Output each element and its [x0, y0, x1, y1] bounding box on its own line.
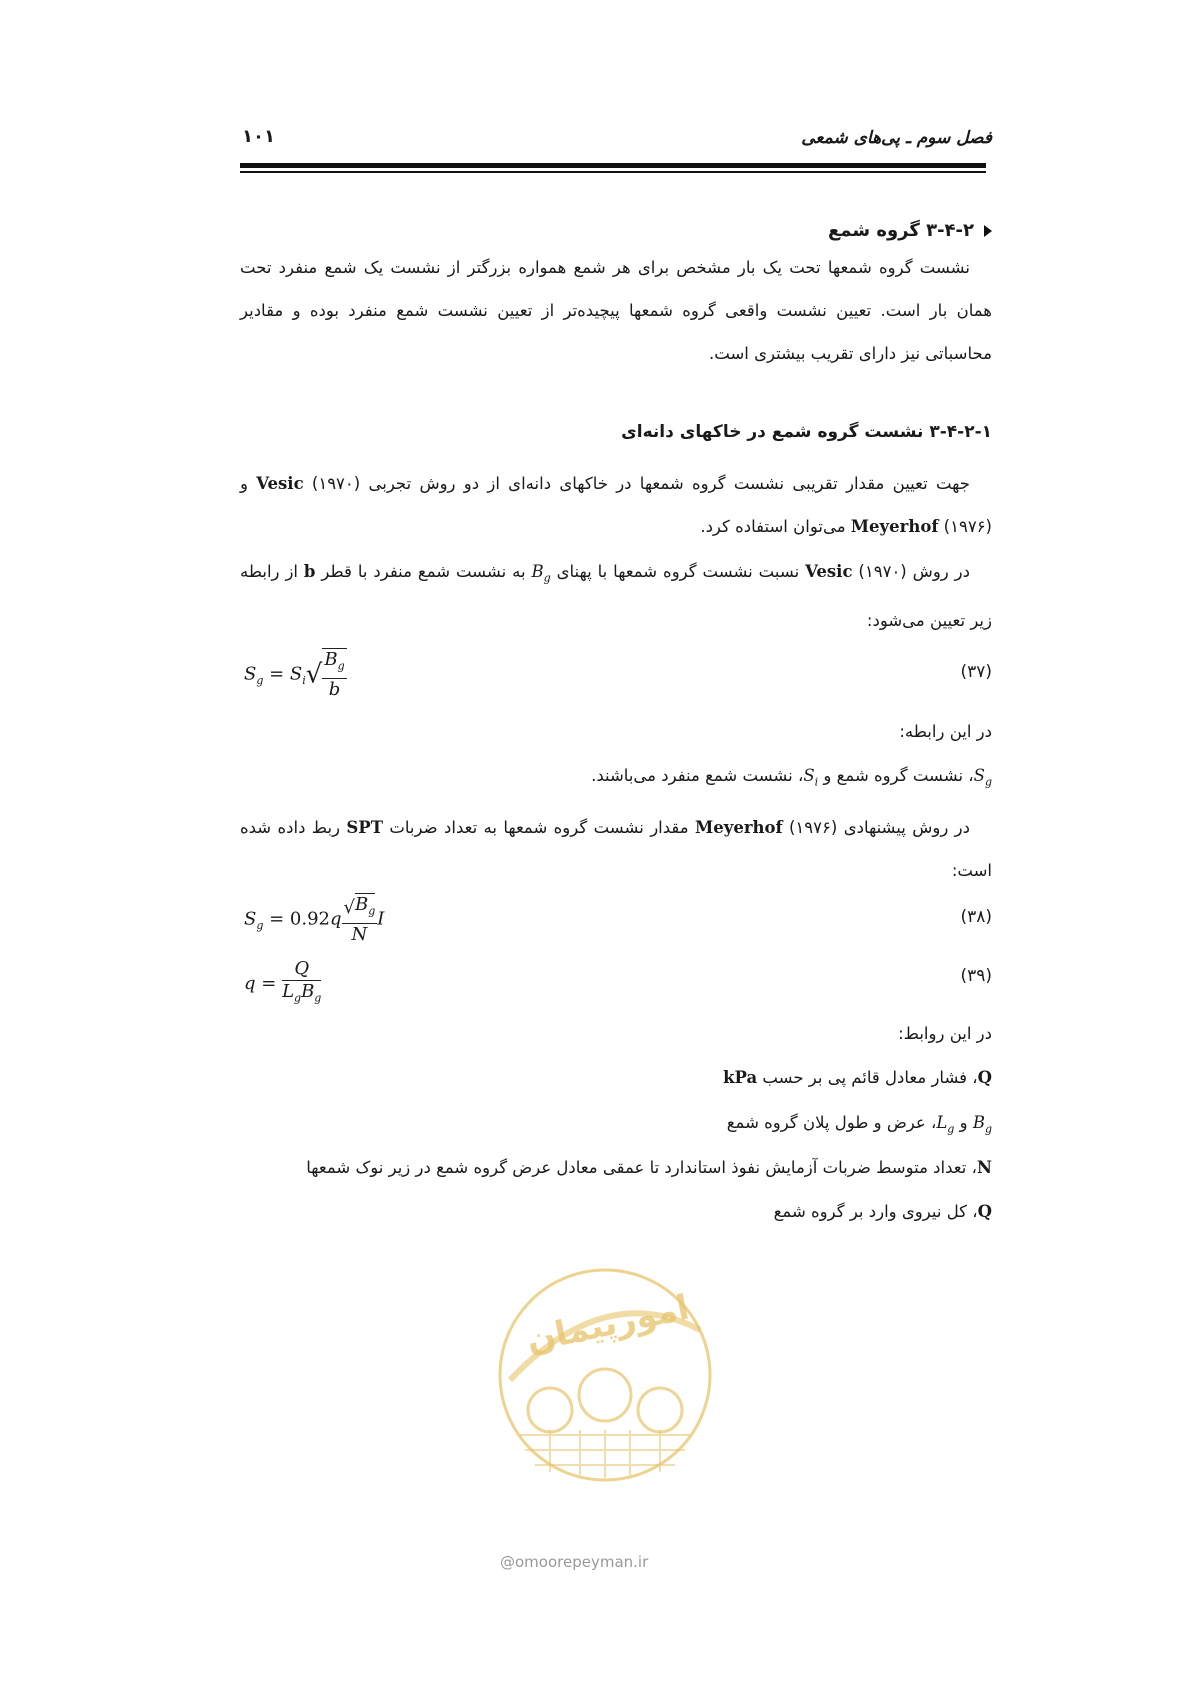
watermark-logo — [490, 1260, 720, 1490]
header-rule-thick — [240, 163, 986, 168]
definition-bg-lg: $B_g$ و $L_g،$ عرض و طول پلان گروه شمع — [726, 1113, 992, 1136]
definition-q-force: Q، کل نیروی وارد بر گروه شمع — [773, 1202, 992, 1221]
paragraph-2: جهت تعیین مقدار تقریبی نشست گروه شمعها در خاکهای دانه‌ای از دو روش تجربی Vesic (۱۹۷۰) و Meyerhof (۱۹۷۶) می‌توان استفاده کرد. — [240, 474, 992, 536]
where-label-2: در این روابط: — [898, 1024, 992, 1043]
paragraph-3: در روش Vesic (۱۹۷۰) نسبت نشست گروه شمعها با پهنای $B_g$ به نشست شمع منفرد با قطر b از رابطه زیر تعیین می‌شود: — [240, 562, 992, 631]
section-heading: ۳-۴-۲ گروه شمع — [828, 220, 992, 241]
header-rule-thin — [240, 171, 986, 173]
subsection-heading: ۳-۴-۲-۱ نشست گروه شمع در خاکهای دانه‌ای — [621, 422, 992, 442]
paragraph-4: در روش پیشنهادی Meyerhof (۱۹۷۶) مقدار نشست گروه شمعها به تعداد ضربات SPT ربط داده شده است: — [240, 818, 992, 880]
page-number: ۱۰۱ — [242, 126, 275, 147]
equation-39: q = $\frac{Q}{L_gB_g}$ — [244, 958, 322, 1005]
paragraph-1: نشست گروه شمعها تحت یک بار مشخص برای هر شمع همواره بزرگتر از نشست یک شمع منفرد تحت همان بار است. تعیین نشست واقعی گروه شمعها پیچیده‌تر از تعیین نشست شمع منفرد بوده و مقادیر محاسباتی نیز دارای تقریب بیشتری است. — [240, 258, 992, 363]
logo-lettering: امورپیمان — [522, 1287, 693, 1361]
where-label-1: در این رابطه: — [899, 722, 992, 741]
equation-37: $S_g = S_i√$ $\frac{B_g}{b}$ — [244, 649, 345, 700]
chapter-title: فصل سوم ـ پی‌های شمعی — [801, 128, 992, 148]
triangle-bullet-icon — [984, 225, 992, 237]
definition-sg-si: $S_g،$ نشست گروه شمع و $S_i،$ نشست شمع منفرد می‌باشند. — [591, 766, 992, 789]
equation-37-number: (۳۷) — [960, 662, 992, 682]
equation-38: $S_g = 0.92q$ $\frac{√B_g}{N}$ I — [244, 894, 385, 945]
equation-39-number: (۳۹) — [960, 966, 992, 986]
equation-38-number: (۳۸) — [960, 907, 992, 927]
definition-n: N، تعداد متوسط ضربات آزمایش نفوذ استاندارد تا عمقی معادل عرض گروه شمع در زیر نوک شمعها — [306, 1158, 992, 1177]
definition-q-pressure: Q، فشار معادل قائم پی بر حسب kPa — [723, 1068, 992, 1087]
watermark-url: @omoorepeyman.ir — [500, 1553, 649, 1571]
